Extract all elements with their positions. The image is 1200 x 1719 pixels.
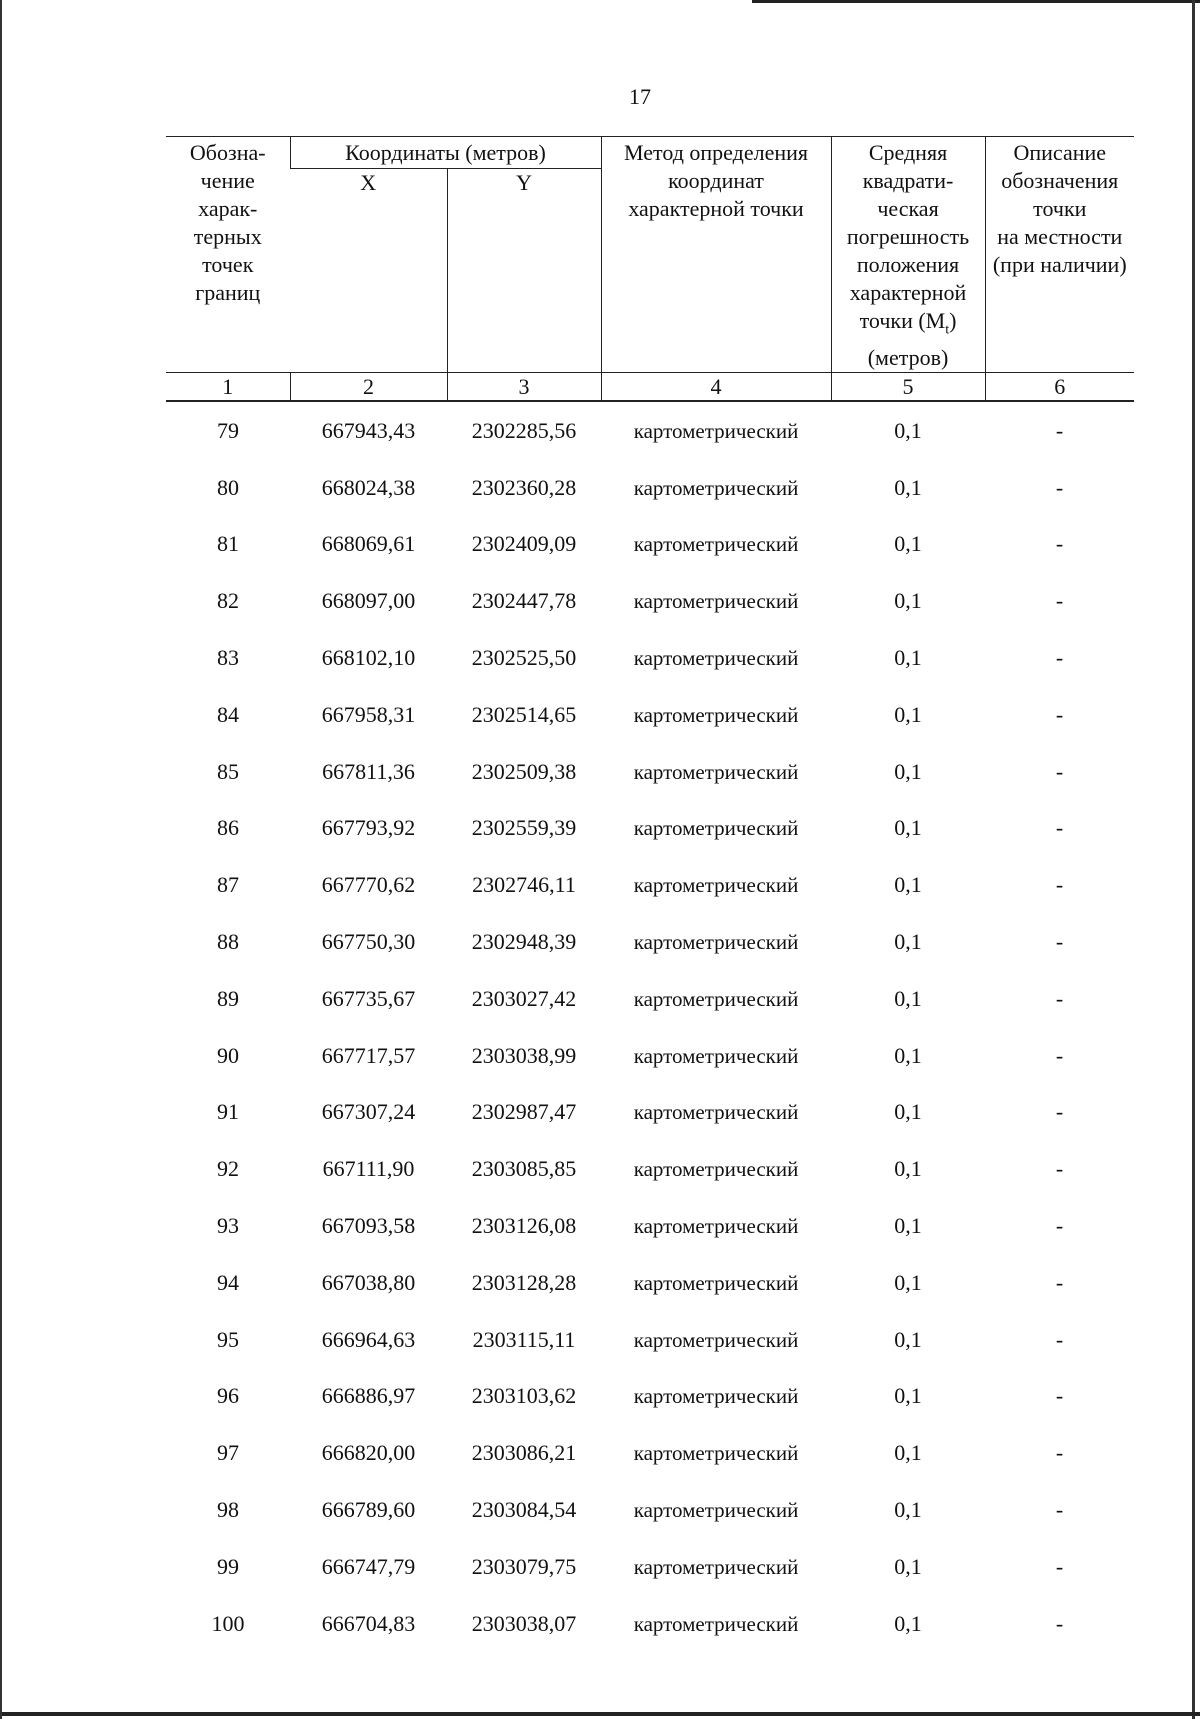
scan-edge-top (752, 0, 1200, 3)
table-row (166, 1595, 1134, 1652)
cell-x: 666747,79 (321, 1553, 416, 1579)
cell-method: картометрический (633, 816, 799, 841)
cell-point-number: 82 (217, 588, 239, 614)
cell-y: 2303027,42 (471, 985, 577, 1011)
cell-description: - (1055, 417, 1064, 443)
cell-point-number: 86 (217, 815, 239, 841)
table-row (166, 914, 1134, 971)
cell-x: 668102,10 (321, 644, 416, 670)
cell-point-number: 97 (217, 1440, 239, 1466)
cell-point-number: 100 (211, 1610, 245, 1636)
cell-point-number: 80 (217, 474, 239, 500)
cell-error: 0,1 (894, 985, 922, 1011)
cell-y: 2302948,39 (471, 928, 577, 954)
cell-description: - (1055, 1212, 1064, 1238)
cell-x: 667717,57 (321, 1042, 416, 1068)
cell-description: - (1055, 1042, 1064, 1068)
cell-error: 0,1 (894, 1610, 922, 1636)
cell-y: 2303084,54 (471, 1496, 577, 1522)
cell-description: - (1055, 1553, 1064, 1579)
cell-point-number: 87 (217, 872, 239, 898)
cell-description: - (1055, 588, 1064, 614)
header-error-tail: ) (метров) (867, 308, 957, 371)
table-row (166, 686, 1134, 743)
cell-point-number: 84 (217, 701, 239, 727)
table-row (166, 1311, 1134, 1368)
cell-point-number: 99 (217, 1553, 239, 1579)
column-number-6: 6 (985, 373, 1134, 402)
table-row (166, 1482, 1134, 1539)
cell-error: 0,1 (894, 1496, 922, 1522)
cell-method: картометрический (633, 702, 799, 727)
cell-description: - (1055, 815, 1064, 841)
cell-description: - (1055, 985, 1064, 1011)
cell-description: - (1055, 474, 1064, 500)
cell-method: картометрический (633, 589, 799, 614)
cell-x: 666886,97 (321, 1383, 416, 1409)
cell-description: - (1055, 1099, 1064, 1125)
cell-y: 2302447,78 (471, 588, 577, 614)
column-number-1: 1 (166, 373, 290, 402)
table-row (166, 459, 1134, 516)
cell-x: 667811,36 (322, 758, 415, 784)
cell-description: - (1055, 644, 1064, 670)
cell-x: 667750,30 (321, 928, 416, 954)
cell-point-number: 91 (217, 1099, 239, 1125)
cell-y: 2303103,62 (471, 1383, 577, 1409)
cell-description: - (1055, 1610, 1064, 1636)
cell-y: 2303079,75 (471, 1553, 577, 1579)
cell-y: 2302409,09 (471, 531, 577, 557)
cell-error: 0,1 (894, 531, 922, 557)
cell-error: 0,1 (894, 1440, 922, 1466)
cell-method: картометрический (633, 873, 799, 898)
cell-y: 2303038,99 (471, 1042, 577, 1068)
cell-point-number: 89 (217, 985, 239, 1011)
page-number: 17 (629, 84, 651, 109)
cell-method: картометрический (633, 1270, 799, 1295)
cell-error: 0,1 (894, 1099, 922, 1125)
cell-y: 2302746,11 (472, 872, 576, 898)
cell-method: картометрический (633, 418, 799, 443)
cell-point-number: 96 (217, 1383, 239, 1409)
cell-method: картометрический (633, 1213, 799, 1238)
table-row (166, 1084, 1134, 1141)
cell-point-number: 90 (217, 1042, 239, 1068)
header-description-text: Описание обозначения точки на местности (при наличии) (992, 140, 1127, 277)
table-row (166, 1254, 1134, 1311)
cell-error: 0,1 (894, 928, 922, 954)
table-row (166, 573, 1134, 630)
cell-x: 667111,90 (322, 1156, 415, 1182)
column-number-5: 5 (831, 373, 985, 402)
cell-point-number: 93 (217, 1212, 239, 1238)
cell-x: 666820,00 (321, 1440, 416, 1466)
header-designation (166, 137, 290, 373)
cell-method: картометрический (633, 1157, 799, 1182)
cell-description: - (1055, 872, 1064, 898)
cell-point-number: 83 (217, 644, 239, 670)
cell-x: 667958,31 (321, 701, 416, 727)
header-x: X (360, 170, 377, 196)
table-row (166, 1027, 1134, 1084)
cell-error: 0,1 (894, 1269, 922, 1295)
cell-point-number: 81 (217, 531, 239, 557)
cell-error: 0,1 (894, 758, 922, 784)
cell-y: 2303038,07 (471, 1610, 577, 1636)
column-number-2: 2 (290, 373, 447, 402)
cell-method: картометрический (633, 929, 799, 954)
cell-point-number: 92 (217, 1156, 239, 1182)
cell-y: 2302514,65 (471, 701, 577, 727)
cell-y: 2303115,11 (472, 1326, 576, 1352)
table-row (166, 1368, 1134, 1425)
cell-y: 2302559,39 (471, 815, 577, 841)
cell-point-number: 88 (217, 928, 239, 954)
table-row (166, 516, 1134, 573)
column-numbers-row (166, 373, 1134, 402)
cell-x: 668024,38 (321, 474, 416, 500)
scan-edge-left (0, 0, 2, 1719)
cell-x: 667038,80 (321, 1269, 416, 1295)
table-row (166, 1538, 1134, 1595)
header-y: Y (447, 169, 601, 373)
cell-x: 667943,43 (321, 417, 416, 443)
coordinates-table (166, 136, 1134, 1652)
cell-y: 2303126,08 (471, 1212, 577, 1238)
table-row (166, 800, 1134, 857)
cell-point-number: 85 (217, 758, 239, 784)
cell-method: картометрический (633, 1100, 799, 1125)
cell-error: 0,1 (894, 701, 922, 727)
cell-x: 667307,24 (321, 1099, 416, 1125)
cell-y: 2302285,56 (471, 417, 577, 443)
cell-method: картометрический (633, 1327, 799, 1352)
cell-error: 0,1 (894, 588, 922, 614)
cell-description: - (1055, 531, 1064, 557)
cell-description: - (1055, 701, 1064, 727)
header-coordinates: Координаты (метров) (290, 137, 601, 169)
table-row (166, 630, 1134, 687)
table-row (166, 743, 1134, 800)
cell-error: 0,1 (894, 644, 922, 670)
cell-x: 668097,00 (321, 588, 416, 614)
cell-error: 0,1 (894, 417, 922, 443)
cell-y: 2303128,28 (471, 1269, 577, 1295)
cell-description: - (1055, 1156, 1064, 1182)
table-row (166, 1141, 1134, 1198)
header-description (985, 137, 1134, 373)
cell-x: 667770,62 (321, 872, 416, 898)
scan-edge-bottom (0, 1712, 1200, 1716)
cell-description: - (1055, 1496, 1064, 1522)
table-row (166, 857, 1134, 914)
cell-error: 0,1 (894, 1553, 922, 1579)
column-number-4: 4 (601, 373, 831, 402)
cell-x: 667735,67 (321, 985, 416, 1011)
cell-method: картометрический (633, 645, 799, 670)
cell-method: картометрический (633, 532, 799, 557)
cell-method: картометрический (633, 1497, 799, 1522)
cell-error: 0,1 (894, 474, 922, 500)
cell-y: 2303085,85 (471, 1156, 577, 1182)
cell-error: 0,1 (894, 1212, 922, 1238)
column-number-3: 3 (447, 373, 601, 402)
cell-y: 2302525,50 (471, 644, 577, 670)
cell-point-number: 98 (217, 1496, 239, 1522)
cell-method: картометрический (633, 1611, 799, 1636)
cell-x: 668069,61 (321, 531, 416, 557)
header-method (601, 137, 831, 373)
cell-x: 666789,60 (321, 1496, 416, 1522)
cell-error: 0,1 (894, 1383, 922, 1409)
cell-point-number: 94 (217, 1269, 239, 1295)
header-error-text: Средняя квадрати- ческая погрешность положения характерной точки (M (846, 140, 970, 333)
cell-x: 666704,83 (321, 1610, 416, 1636)
cell-y: 2302360,28 (471, 474, 577, 500)
cell-method: картометрический (633, 986, 799, 1011)
cell-description: - (1055, 1269, 1064, 1295)
header-method-text: Метод определения координат характерной точки (623, 140, 809, 221)
cell-method: картометрический (633, 1384, 799, 1409)
cell-y: 2302987,47 (471, 1099, 577, 1125)
cell-x: 666964,63 (321, 1326, 416, 1352)
cell-y: 2303086,21 (471, 1440, 577, 1466)
cell-error: 0,1 (894, 815, 922, 841)
scan-edge-right (1192, 0, 1195, 1719)
header-error-subscript: t (945, 322, 950, 338)
cell-point-number: 95 (217, 1326, 239, 1352)
cell-error: 0,1 (894, 1042, 922, 1068)
table-row (166, 1425, 1134, 1482)
cell-error: 0,1 (894, 872, 922, 898)
table-row (166, 1198, 1134, 1255)
cell-description: - (1055, 1326, 1064, 1352)
cell-method: картометрический (633, 1554, 799, 1579)
cell-method: картометрический (633, 759, 799, 784)
table-row (166, 401, 1134, 459)
table-row (166, 970, 1134, 1027)
cell-error: 0,1 (894, 1326, 922, 1352)
cell-x: 667793,92 (321, 815, 416, 841)
cell-y: 2302509,38 (471, 758, 577, 784)
cell-x: 667093,58 (321, 1212, 416, 1238)
header-designation-text: Обозна- чение харак- терных точек границ (189, 140, 266, 305)
cell-description: - (1055, 758, 1064, 784)
table-body (166, 401, 1134, 1652)
cell-description: - (1055, 1383, 1064, 1409)
cell-method: картометрический (633, 1043, 799, 1068)
cell-description: - (1055, 928, 1064, 954)
cell-error: 0,1 (894, 1156, 922, 1182)
header-error (831, 137, 985, 373)
cell-method: картометрический (633, 1441, 799, 1466)
cell-point-number: 79 (217, 417, 239, 443)
cell-method: картометрический (633, 475, 799, 500)
cell-description: - (1055, 1440, 1064, 1466)
